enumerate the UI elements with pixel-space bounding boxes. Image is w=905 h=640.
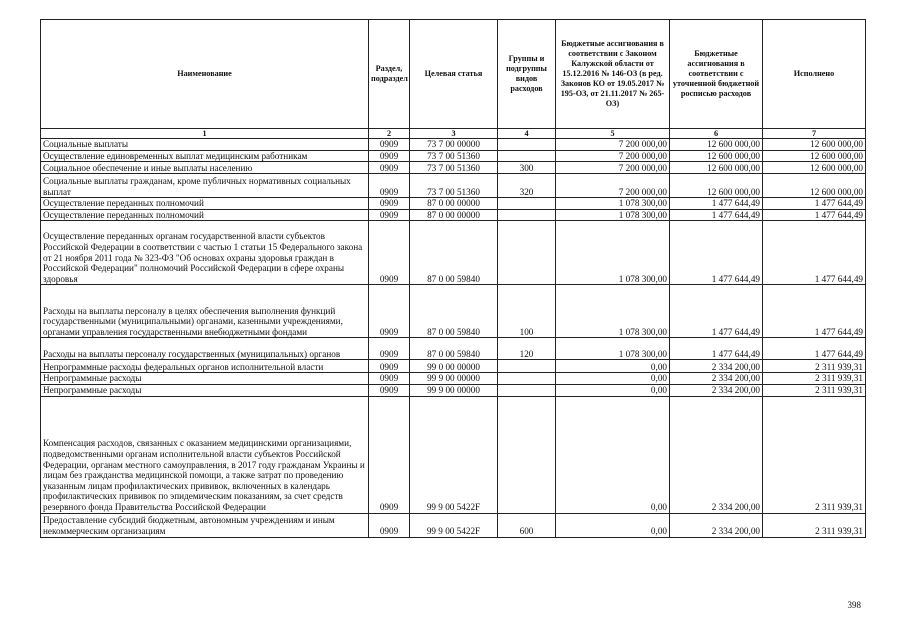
cell-section: 0909 xyxy=(369,285,410,338)
cell-group: 100 xyxy=(498,285,556,338)
header-target: Целевая статья xyxy=(410,20,498,129)
cell-name: Социальные выплаты гражданам, кроме публичных нормативных социальных выплат xyxy=(41,174,369,198)
cell-target: 73 7 00 51360 xyxy=(410,174,498,198)
cell-executed: 1 477 644,49 xyxy=(763,221,866,285)
header-group: Группы и подгруппы видов расходов xyxy=(498,20,556,129)
cell-group xyxy=(498,396,556,513)
cell-name: Социальные выплаты xyxy=(41,139,369,151)
cell-executed: 1 477 644,49 xyxy=(763,198,866,210)
cell-group xyxy=(498,150,556,162)
cell-group: 320 xyxy=(498,174,556,198)
cell-revised: 2 334 200,00 xyxy=(670,360,763,373)
header-row xyxy=(41,20,866,129)
cell-target: 87 0 00 59840 xyxy=(410,285,498,338)
cell-executed: 12 600 000,00 xyxy=(763,174,866,198)
cell-section: 0909 xyxy=(369,139,410,151)
cell-name: Осуществление переданных полномочий xyxy=(41,209,369,221)
cell-target: 73 7 00 51360 xyxy=(410,162,498,174)
table-row xyxy=(41,285,866,338)
cell-section: 0909 xyxy=(369,209,410,221)
header-revised: Бюджетные ассигнования в соответствии с уточненной бюджетной росписью расходов xyxy=(670,20,763,129)
cell-approved: 0,00 xyxy=(556,360,670,373)
cell-revised: 2 334 200,00 xyxy=(670,384,763,396)
cell-section: 0909 xyxy=(369,384,410,396)
cell-approved: 1 078 300,00 xyxy=(556,285,670,338)
column-number: 2 xyxy=(369,129,410,139)
cell-group: 120 xyxy=(498,338,556,360)
cell-group: 300 xyxy=(498,162,556,174)
table-row xyxy=(41,338,866,360)
cell-approved: 7 200 000,00 xyxy=(556,162,670,174)
budget-execution-table xyxy=(40,19,866,538)
cell-target: 87 0 00 59840 xyxy=(410,221,498,285)
cell-target: 73 7 00 51360 xyxy=(410,150,498,162)
cell-target: 73 7 00 00000 xyxy=(410,139,498,151)
cell-group xyxy=(498,139,556,151)
cell-group xyxy=(498,221,556,285)
cell-target: 87 0 00 00000 xyxy=(410,209,498,221)
header-approved: Бюджетные ассигнования в соответствии с Законом Калужской области от 15.12.2016 № 146-ОЗ (в ред. Законов КО от 19.05.2017 № 195-ОЗ, от 21.11.2017 № 265-ОЗ) xyxy=(556,20,670,129)
cell-executed: 1 477 644,49 xyxy=(763,285,866,338)
cell-revised: 12 600 000,00 xyxy=(670,150,763,162)
cell-name: Непрограммные расходы xyxy=(41,373,369,385)
column-number: 5 xyxy=(556,129,670,139)
table-row xyxy=(41,396,866,513)
cell-revised: 2 334 200,00 xyxy=(670,396,763,513)
cell-approved: 1 078 300,00 xyxy=(556,209,670,221)
cell-name: Осуществление переданных полномочий xyxy=(41,198,369,210)
table-row xyxy=(41,139,866,151)
cell-approved: 7 200 000,00 xyxy=(556,174,670,198)
cell-executed: 1 477 644,49 xyxy=(763,209,866,221)
cell-target: 87 0 00 59840 xyxy=(410,338,498,360)
cell-approved: 7 200 000,00 xyxy=(556,150,670,162)
table-row xyxy=(41,150,866,162)
table-row xyxy=(41,513,866,537)
cell-approved: 1 078 300,00 xyxy=(556,198,670,210)
cell-target: 99 9 00 5422F xyxy=(410,396,498,513)
cell-revised: 12 600 000,00 xyxy=(670,139,763,151)
cell-section: 0909 xyxy=(369,162,410,174)
cell-name: Расходы на выплаты персоналу в целях обеспечения выполнения функций государственными (муниципальными) органами, казенными учреждениями, органами управления государственными внебюджетными фондами xyxy=(41,285,369,338)
cell-executed: 2 311 939,31 xyxy=(763,396,866,513)
cell-executed: 2 311 939,31 xyxy=(763,513,866,537)
table-body xyxy=(41,139,866,538)
cell-revised: 1 477 644,49 xyxy=(670,285,763,338)
cell-name: Социальное обеспечение и иные выплаты населению xyxy=(41,162,369,174)
cell-approved: 7 200 000,00 xyxy=(556,139,670,151)
cell-approved: 1 078 300,00 xyxy=(556,221,670,285)
cell-revised: 12 600 000,00 xyxy=(670,174,763,198)
column-number-row xyxy=(41,129,866,139)
cell-revised: 2 334 200,00 xyxy=(670,373,763,385)
table-row xyxy=(41,221,866,285)
cell-executed: 2 311 939,31 xyxy=(763,360,866,373)
cell-approved: 0,00 xyxy=(556,513,670,537)
cell-section: 0909 xyxy=(369,198,410,210)
cell-executed: 1 477 644,49 xyxy=(763,338,866,360)
cell-revised: 1 477 644,49 xyxy=(670,209,763,221)
cell-revised: 12 600 000,00 xyxy=(670,162,763,174)
table-row xyxy=(41,162,866,174)
cell-name: Осуществление единовременных выплат медицинским работникам xyxy=(41,150,369,162)
cell-target: 99 9 00 00000 xyxy=(410,373,498,385)
cell-target: 99 0 00 00000 xyxy=(410,360,498,373)
cell-revised: 2 334 200,00 xyxy=(670,513,763,537)
cell-group: 600 xyxy=(498,513,556,537)
cell-approved: 0,00 xyxy=(556,373,670,385)
cell-approved: 0,00 xyxy=(556,384,670,396)
cell-executed: 2 311 939,31 xyxy=(763,384,866,396)
cell-name: Компенсация расходов, связанных с оказанием медицинскими организациями, подведомственными органам исполнительной власти субъектов Российской Федерации, органам местного самоуправления, в 2017 году гражданам Украины и лицам без гражданства медицинской помощи, а также затрат по проведению указанным лицам профилактических прививок, включенных в календарь профилактических прививок по эпидемическим показаниям, за счет средств резервного фонда Правительства Российской Федерации xyxy=(41,396,369,513)
cell-approved: 1 078 300,00 xyxy=(556,338,670,360)
cell-name: Непрограммные расходы федеральных органов исполнительной власти xyxy=(41,360,369,373)
table-row xyxy=(41,209,866,221)
cell-group xyxy=(498,198,556,210)
column-number: 4 xyxy=(498,129,556,139)
cell-section: 0909 xyxy=(369,174,410,198)
table-row xyxy=(41,360,866,373)
cell-target: 87 0 00 00000 xyxy=(410,198,498,210)
column-number: 3 xyxy=(410,129,498,139)
cell-section: 0909 xyxy=(369,221,410,285)
cell-revised: 1 477 644,49 xyxy=(670,338,763,360)
cell-group xyxy=(498,384,556,396)
cell-revised: 1 477 644,49 xyxy=(670,221,763,285)
cell-executed: 12 600 000,00 xyxy=(763,150,866,162)
table-row xyxy=(41,174,866,198)
cell-section: 0909 xyxy=(369,150,410,162)
table-row xyxy=(41,198,866,210)
cell-group xyxy=(498,209,556,221)
cell-revised: 1 477 644,49 xyxy=(670,198,763,210)
cell-group xyxy=(498,360,556,373)
cell-name: Предоставление субсидий бюджетным, автономным учреждениям и иным некоммерческим организациям xyxy=(41,513,369,537)
cell-section: 0909 xyxy=(369,396,410,513)
cell-name: Расходы на выплаты персоналу государственных (муниципальных) органов xyxy=(41,338,369,360)
header-section: Раздел, подраздел xyxy=(369,20,410,129)
column-number: 6 xyxy=(670,129,763,139)
cell-approved: 0,00 xyxy=(556,396,670,513)
header-executed: Исполнено xyxy=(763,20,866,129)
cell-target: 99 9 00 00000 xyxy=(410,384,498,396)
cell-executed: 12 600 000,00 xyxy=(763,162,866,174)
cell-name: Непрограммные расходы xyxy=(41,384,369,396)
cell-section: 0909 xyxy=(369,373,410,385)
column-number: 1 xyxy=(41,129,369,139)
cell-section: 0909 xyxy=(369,513,410,537)
cell-name: Осуществление переданных органам государственной власти субъектов Российской Федерации в соответствии с частью 1 статьи 15 Федерального закона от 21 ноября 2011 года № 323-ФЗ "Об основах охраны здоровья граждан в Российской Федерации" полномочий Российской Федерации в сфере охраны здоровья xyxy=(41,221,369,285)
cell-group xyxy=(498,373,556,385)
page-number: 398 xyxy=(847,600,861,610)
table-row xyxy=(41,384,866,396)
cell-target: 99 9 00 5422F xyxy=(410,513,498,537)
cell-executed: 12 600 000,00 xyxy=(763,139,866,151)
cell-executed: 2 311 939,31 xyxy=(763,373,866,385)
cell-section: 0909 xyxy=(369,360,410,373)
table-row xyxy=(41,373,866,385)
header-name: Наименование xyxy=(41,20,369,129)
cell-section: 0909 xyxy=(369,338,410,360)
column-number: 7 xyxy=(763,129,866,139)
